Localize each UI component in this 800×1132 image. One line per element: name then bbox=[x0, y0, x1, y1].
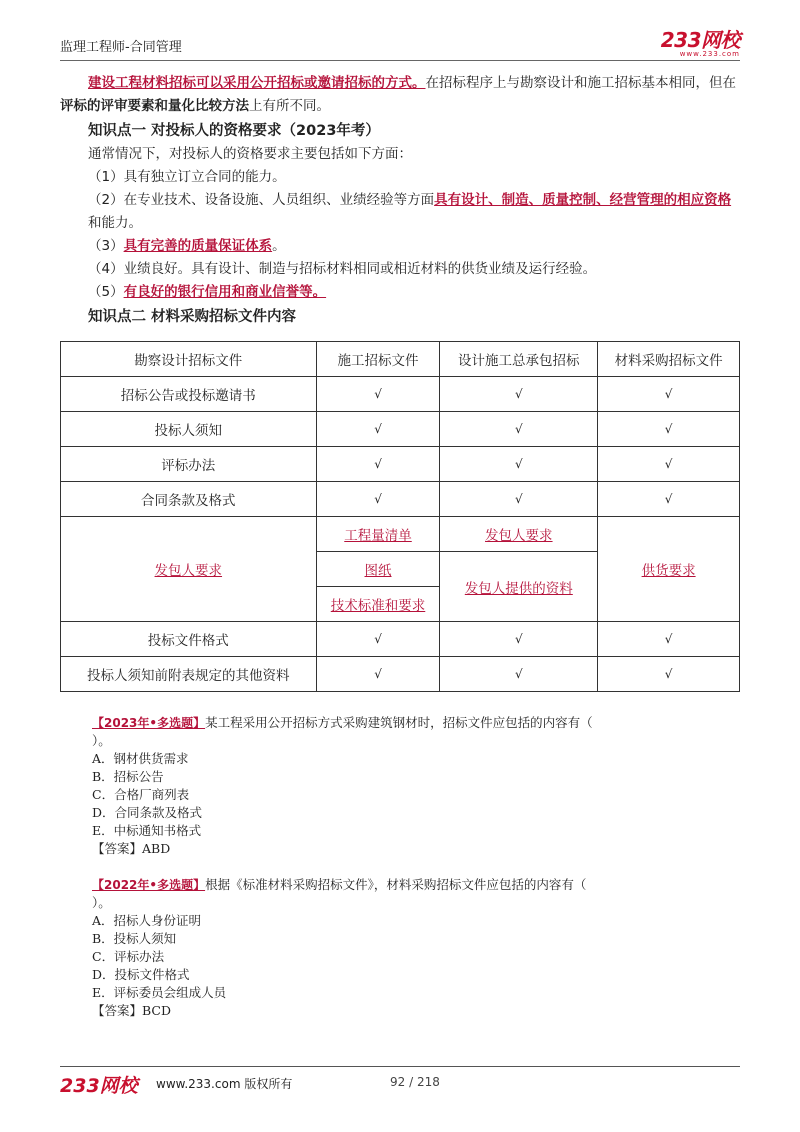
table-row: 合同条款及格式 √ √ √ bbox=[61, 482, 740, 517]
table-header-row bbox=[61, 342, 740, 377]
employer-requirements-cell: 发包人要求 bbox=[61, 517, 317, 622]
footer-copyright: www.233.com 版权所有 bbox=[156, 1077, 293, 1091]
question-2022: 【2022年•多选题】根据《标准材料采购招标文件》，材料采购招标文件应包括的内容有（ ）。 A．招标人身份证明 B．投标人须知 C．评标办法 D．投标文件格式 E．评标委员会组成人员 【答案】BCD bbox=[92, 876, 752, 1020]
option: B．投标人须知 bbox=[92, 931, 177, 946]
table-header: 施工招标文件 bbox=[316, 342, 440, 377]
kp2-title: 知识点二 材料采购招标文件内容 bbox=[88, 309, 297, 325]
answer: 【答案】ABD bbox=[92, 841, 171, 856]
document-title: 监理工程师-合同管理 bbox=[60, 40, 182, 55]
table-row: 评标办法 √ √ √ bbox=[61, 447, 740, 482]
intro-highlight: 建设工程材料招标可以采用公开招标或邀请招标的方式。 bbox=[88, 75, 426, 91]
page-number: 92 / 218 bbox=[390, 1075, 440, 1089]
option: D．合同条款及格式 bbox=[92, 805, 203, 820]
option: A．招标人身份证明 bbox=[92, 913, 202, 928]
logo-url: www.233.com bbox=[679, 50, 740, 58]
option: C．评标办法 bbox=[92, 949, 165, 964]
kp1-lead: 通常情况下，对投标人的资格要求主要包括如下方面： bbox=[88, 146, 412, 162]
check-mark: √ bbox=[440, 447, 598, 482]
intro-emphasis: 评标的评审要素和量化比较方法 bbox=[60, 98, 249, 114]
check-mark: √ bbox=[598, 377, 740, 412]
check-mark: √ bbox=[598, 657, 740, 692]
question-tag: 【2022年•多选题】 bbox=[92, 878, 206, 892]
question-stem: 【2022年•多选题】根据《标准材料采购招标文件》，材料采购招标文件应包括的内容有（ bbox=[92, 877, 587, 892]
page-header bbox=[60, 28, 740, 61]
option: E．评标委员会组成人员 bbox=[92, 985, 227, 1000]
question-tag: 【2023年•多选题】 bbox=[92, 716, 206, 730]
check-mark: √ bbox=[440, 482, 598, 517]
check-mark: √ bbox=[598, 447, 740, 482]
table-row-special: 技术标准和要求 bbox=[61, 587, 740, 622]
option: D．投标文件格式 bbox=[92, 967, 190, 982]
check-mark: √ bbox=[598, 412, 740, 447]
check-mark: √ bbox=[598, 482, 740, 517]
intro-paragraph: 建设工程材料招标可以采用公开招标或邀请招标的方式。在招标程序上与勘察设计和施工招标基本相同，但在评标的评审要素和量化比较方法上有所不同。 bbox=[60, 75, 736, 114]
table-row-special: 图纸 发包人提供的资料 bbox=[61, 552, 740, 587]
check-mark: √ bbox=[316, 412, 440, 447]
option: E．中标通知书格式 bbox=[92, 823, 202, 838]
table-row: 投标人须知 √ √ √ bbox=[61, 412, 740, 447]
kp1-title: 知识点一 对投标人的资格要求（2023年考） bbox=[88, 123, 380, 139]
page-footer bbox=[60, 1066, 740, 1095]
check-mark: √ bbox=[316, 377, 440, 412]
kp1-item-5: （5）有良好的银行信用和商业信誉等。 bbox=[88, 284, 327, 300]
logo-text: 233网校 bbox=[660, 28, 740, 52]
check-mark: √ bbox=[440, 622, 598, 657]
supply-requirements-cell: 供货要求 bbox=[598, 517, 740, 622]
footer-logo[interactable]: 233网校 bbox=[60, 1075, 138, 1097]
kp1-item-2: （2）在专业技术、设备设施、人员组织、业绩经验等方面具有设计、制造、质量控制、经营管理的相应资格和能力。 bbox=[88, 192, 732, 231]
check-mark: √ bbox=[440, 657, 598, 692]
table-row-special: 发包人要求 工程量清单 发包人要求 供货要求 bbox=[61, 517, 740, 552]
option: C．合格厂商列表 bbox=[92, 787, 190, 802]
main-content bbox=[60, 72, 740, 329]
kp1-item-4: （4）业绩良好。具有设计、制造与招标材料相同或相近材料的供货业绩及运行经验。 bbox=[88, 261, 597, 277]
table-row: 投标文件格式 √ √ √ bbox=[61, 622, 740, 657]
check-mark: √ bbox=[316, 482, 440, 517]
kp1-item-1: （1）具有独立订立合同的能力。 bbox=[88, 169, 286, 185]
question-2023: 【2023年•多选题】某工程采用公开招标方式采购建筑钢材时，招标文件应包括的内容有（ ）。 A．钢材供货需求 B．招标公告 C．合格厂商列表 D．合同条款及格式 E．中标通知书格式 【答案】ABD bbox=[92, 714, 752, 858]
answer: 【答案】BCD bbox=[92, 1003, 172, 1018]
kp1-item-3: （3）具有完善的质量保证体系。 bbox=[88, 238, 286, 254]
brand-logo[interactable] bbox=[661, 24, 740, 58]
check-mark: √ bbox=[316, 622, 440, 657]
check-mark: √ bbox=[316, 447, 440, 482]
table-row: 投标人须知前附表规定的其他资料 √ √ √ bbox=[61, 657, 740, 692]
check-mark: √ bbox=[440, 412, 598, 447]
option: A．钢材供货需求 bbox=[92, 751, 189, 766]
check-mark: √ bbox=[598, 622, 740, 657]
option: B．招标公告 bbox=[92, 769, 164, 784]
question-stem: 【2023年•多选题】某工程采用公开招标方式采购建筑钢材时，招标文件应包括的内容有（ bbox=[92, 715, 593, 730]
table-header: 设计施工总承包招标 bbox=[440, 342, 598, 377]
tender-doc-table bbox=[60, 341, 740, 692]
table-header: 勘察设计招标文件 bbox=[61, 342, 317, 377]
check-mark: √ bbox=[316, 657, 440, 692]
check-mark: √ bbox=[440, 377, 598, 412]
table-row: 招标公告或投标邀请书 √ √ √ bbox=[61, 377, 740, 412]
table-header: 材料采购招标文件 bbox=[598, 342, 740, 377]
